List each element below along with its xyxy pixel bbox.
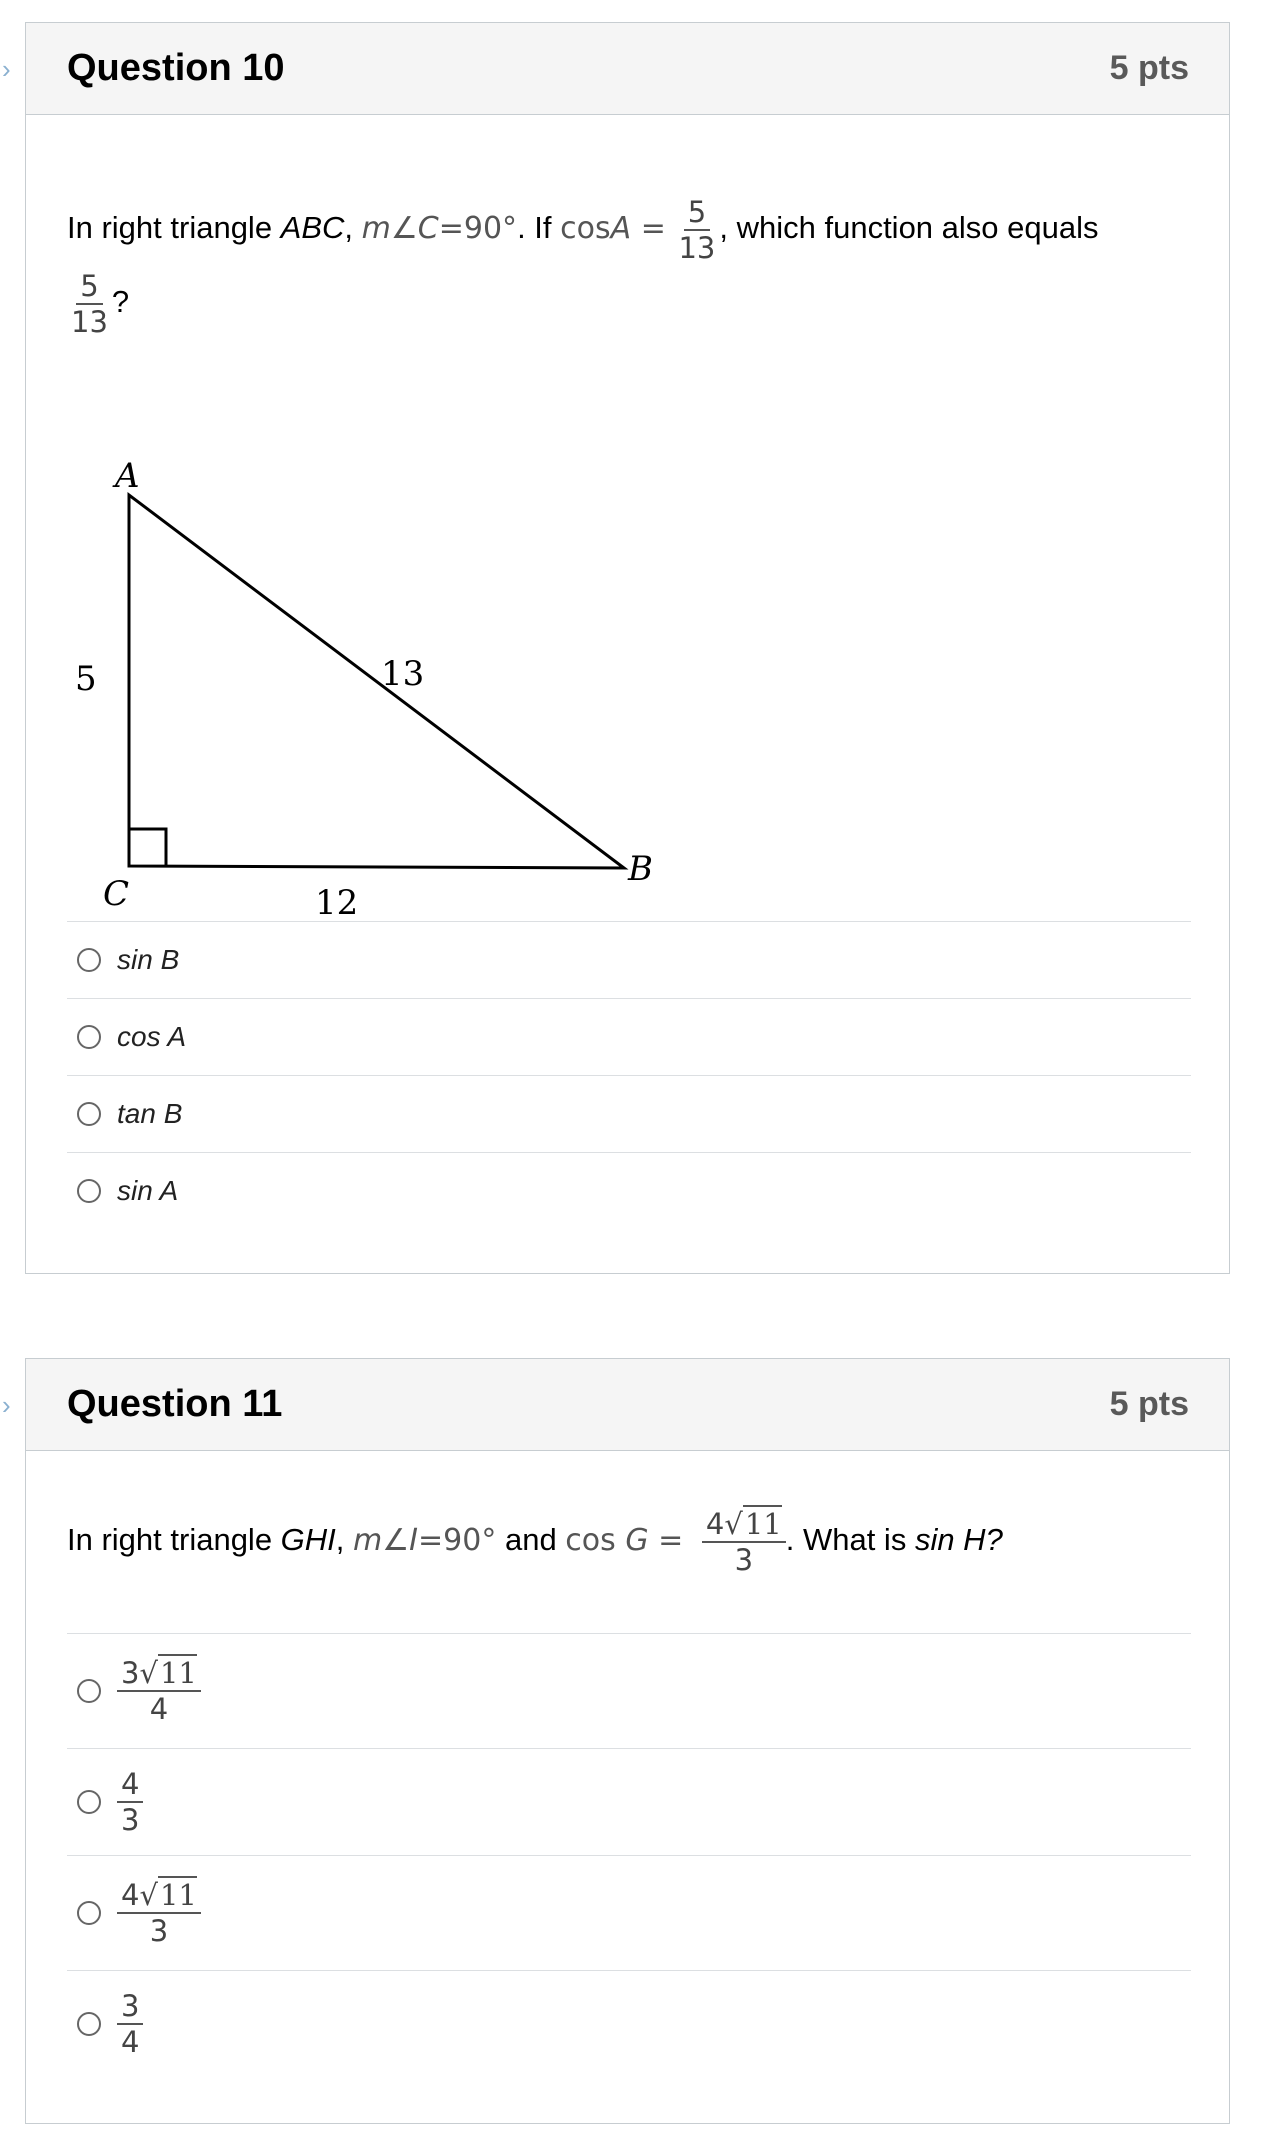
question-10-header bbox=[26, 23, 1229, 115]
question-10-title: Question 10 bbox=[67, 47, 285, 89]
q11-g: G bbox=[625, 1523, 649, 1559]
answer-coef: 4 bbox=[121, 1878, 140, 1912]
question-11-header bbox=[26, 1359, 1229, 1451]
q10-c: C bbox=[417, 211, 439, 247]
q10-eq: =90° bbox=[438, 211, 518, 247]
q10-cos-expression bbox=[560, 211, 666, 246]
answer-option[interactable] bbox=[67, 1633, 1191, 1748]
answer-frac-den: 3 bbox=[149, 1914, 169, 1948]
answer-option[interactable] bbox=[67, 1855, 1191, 1970]
q10-frac2-den: 13 bbox=[71, 305, 108, 339]
triangle-outline bbox=[129, 495, 624, 868]
question-11-answers bbox=[67, 1633, 1191, 2077]
q10-angle-symbol: ∠ bbox=[390, 211, 418, 247]
q10-text-part: , bbox=[344, 210, 362, 246]
answer-frac-den: 4 bbox=[149, 1692, 169, 1726]
answer-fraction bbox=[117, 1878, 201, 1948]
q10-triangle-name: ABC bbox=[280, 210, 345, 246]
q11-question-mark: ? bbox=[985, 1522, 1003, 1558]
q11-angle-expression bbox=[353, 1523, 496, 1558]
q11-angle-symbol: ∠ bbox=[382, 1523, 410, 1559]
q11-eq: =90° bbox=[418, 1523, 497, 1559]
q10-angle-expression bbox=[362, 211, 517, 246]
q11-root-symbol: √ bbox=[724, 1507, 743, 1541]
question-10-text bbox=[67, 195, 1191, 339]
q10-cos: cos bbox=[560, 211, 611, 247]
vertex-a-label: A bbox=[115, 456, 140, 496]
question-10-marker-icon: › bbox=[2, 54, 11, 84]
side-cb-label: 12 bbox=[315, 883, 359, 923]
q11-frac-num bbox=[702, 1507, 786, 1543]
triangle-figure bbox=[67, 455, 707, 935]
answer-option[interactable] bbox=[67, 1970, 1191, 2077]
answer-fraction bbox=[117, 1656, 201, 1726]
radio-button[interactable] bbox=[77, 1025, 101, 1049]
q10-text-part: , which function also equals bbox=[719, 210, 1099, 246]
q11-text-part: , bbox=[335, 1522, 354, 1558]
radio-button[interactable] bbox=[77, 1179, 101, 1203]
answer-option[interactable] bbox=[67, 1748, 1191, 1855]
q10-question-mark: ? bbox=[111, 284, 130, 320]
q11-m: m bbox=[353, 1523, 383, 1559]
answer-label: cos A bbox=[117, 1021, 186, 1052]
radio-button[interactable] bbox=[77, 1901, 101, 1925]
q10-frac2-num: 5 bbox=[76, 269, 102, 305]
vertex-b-label: B bbox=[628, 849, 653, 889]
answer-frac-den: 3 bbox=[121, 1803, 140, 1837]
q10-eq2: = bbox=[631, 211, 666, 247]
answer-label: sin A bbox=[117, 1175, 179, 1206]
q11-i: I bbox=[409, 1523, 419, 1559]
q11-text-part: . What is bbox=[785, 1522, 915, 1558]
q11-ask: sin H bbox=[914, 1522, 986, 1558]
answer-frac-num: 3 bbox=[117, 1989, 143, 2025]
answer-frac-num bbox=[117, 1878, 201, 1914]
answer-radicand: 11 bbox=[159, 1656, 197, 1690]
question-11-marker-icon: › bbox=[2, 1390, 11, 1420]
q11-frac-coef: 4 bbox=[705, 1507, 725, 1541]
q10-text-line2 bbox=[67, 269, 1191, 339]
answer-frac-num bbox=[117, 1656, 201, 1692]
radio-button[interactable] bbox=[77, 1102, 101, 1126]
question-10-answers bbox=[67, 921, 1191, 1229]
answer-label: tan B bbox=[117, 1098, 183, 1129]
answer-option[interactable] bbox=[67, 921, 1191, 998]
q10-fraction-2 bbox=[67, 269, 112, 339]
answer-root-symbol: √ bbox=[139, 1656, 158, 1690]
radio-button[interactable] bbox=[77, 2012, 101, 2036]
question-10-card bbox=[2, 22, 1230, 1274]
q10-frac-num: 5 bbox=[684, 195, 710, 231]
answer-fraction bbox=[117, 1989, 143, 2059]
q11-cos: cos bbox=[565, 1523, 616, 1559]
radio-button[interactable] bbox=[77, 1679, 101, 1703]
question-10-points: 5 pts bbox=[1109, 49, 1189, 87]
answer-fraction bbox=[117, 1767, 143, 1837]
q10-text-part: In right triangle bbox=[67, 210, 281, 246]
q11-radicand: 11 bbox=[744, 1507, 782, 1541]
q11-text-part: and bbox=[496, 1522, 566, 1558]
question-11-card bbox=[2, 1358, 1230, 2124]
answer-label: sin B bbox=[117, 944, 180, 975]
q10-text-part: . If bbox=[517, 210, 561, 246]
answer-option[interactable] bbox=[67, 998, 1191, 1075]
q10-a: A bbox=[610, 211, 632, 247]
q11-cos-expression bbox=[565, 1523, 683, 1558]
answer-option[interactable] bbox=[67, 1152, 1191, 1229]
q11-fraction bbox=[702, 1507, 786, 1577]
q10-fraction bbox=[674, 195, 719, 265]
answer-frac-den: 4 bbox=[121, 2025, 140, 2059]
radio-button[interactable] bbox=[77, 1790, 101, 1814]
answer-root-symbol: √ bbox=[139, 1878, 158, 1912]
vertex-c-label: C bbox=[103, 874, 130, 914]
triangle-shape bbox=[129, 495, 624, 868]
radio-button[interactable] bbox=[77, 948, 101, 972]
q11-frac-den: 3 bbox=[734, 1543, 754, 1577]
answer-frac-num: 4 bbox=[117, 1767, 143, 1803]
answer-option[interactable] bbox=[67, 1075, 1191, 1152]
question-11-points: 5 pts bbox=[1109, 1385, 1189, 1423]
q11-text-part: In right triangle bbox=[67, 1522, 281, 1558]
q11-triangle-name: GHI bbox=[280, 1522, 336, 1558]
right-angle-marker bbox=[129, 829, 166, 866]
question-11-text bbox=[67, 1507, 1191, 1577]
q11-eq2: = bbox=[648, 1523, 684, 1559]
question-11-title: Question 11 bbox=[67, 1383, 283, 1425]
side-ab-label: 13 bbox=[381, 654, 425, 694]
answer-coef: 3 bbox=[121, 1656, 140, 1690]
q10-m: m bbox=[361, 211, 391, 247]
answer-radicand: 11 bbox=[159, 1878, 197, 1912]
q10-frac-den: 13 bbox=[678, 231, 716, 265]
side-ac-label: 5 bbox=[75, 659, 97, 699]
